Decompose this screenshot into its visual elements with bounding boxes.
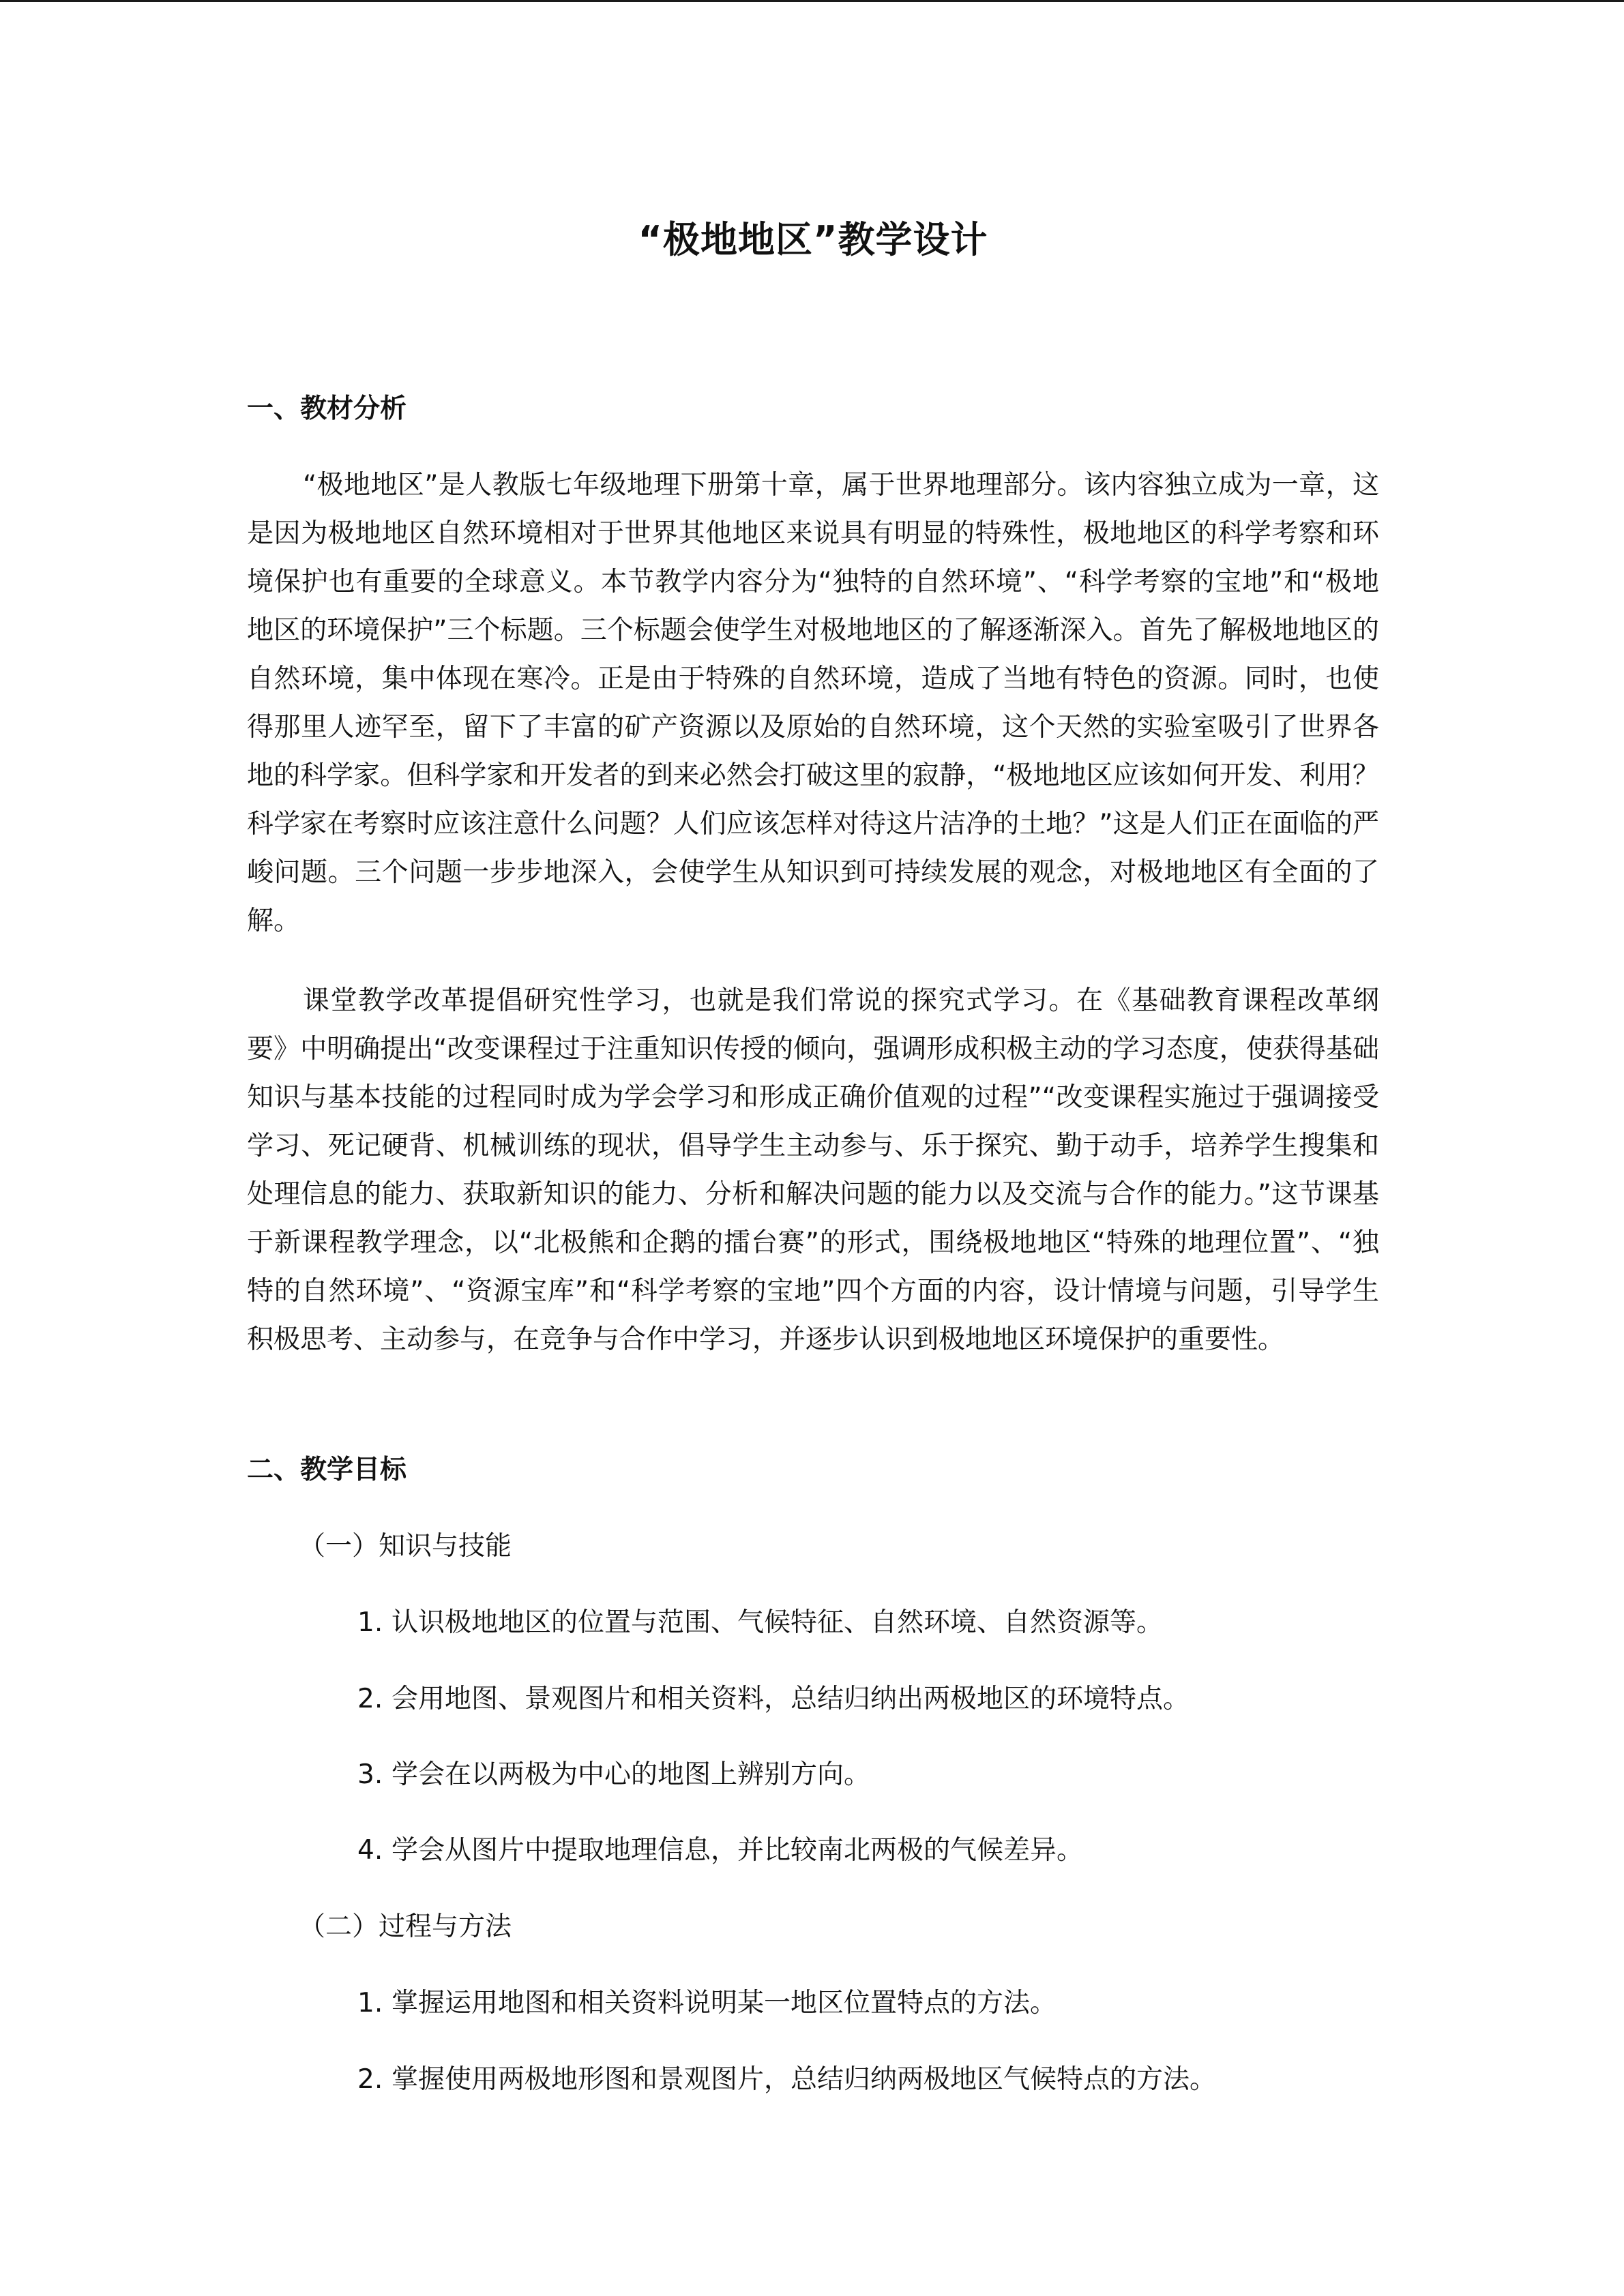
list-item-number: 1. [357,1988,383,2018]
list-item-text: 掌握运用地图和相关资料说明某一地区位置特点的方法。 [392,1988,1057,2018]
list-item-text: 学会在以两极为中心的地图上辨别方向。 [392,1759,871,1790]
list-item-number: 2. [357,1684,383,1714]
subheading-process-methods: （二）过程与方法 [299,1911,512,1942]
list-item [357,1679,1190,1720]
list-item [357,2059,1216,2100]
subheading-knowledge-skills: （一）知识与技能 [299,1531,512,1562]
list-item [357,1830,1083,1871]
list-item-text: 会用地图、景观图片和相关资料，总结归纳出两极地区的环境特点。 [392,1684,1190,1714]
document-title: “极地地区”教学设计 [638,218,988,261]
paragraph-textbook-analysis-1: “极地地区”是人教版七年级地理下册第十章，属于世界地理部分。该内容独立成为一章，这是因为极地地区自然环境相对于世界其他地区来说具有明显的特殊性，极地地区的科学考察和环境保护也有重要的全球意义。本节教学内容分为“独特的自然环境”、“科学考察的宝地”和“极地地区的环境保护”三个标题。三个标题会使学生对极地地区的了解逐渐深入。首先了解极地地区的自然环境，集中体现在寒冷。正是由于特殊的自然环境，造成了当地有特色的资源。同时，也使得那里人迹罕至，留下了丰富的矿产资源以及原始的自然环境，这个天然的实验室吸引了世界各地的科学家。但科学家和开发者的到来必然会打破这里的寂静，“极地地区应该如何开发、利用？科学家在考察时应该注意什么问题？人们应该怎样对待这片洁净的土地？”这是人们正在面临的严峻问题。三个问题一步步地深入，会使学生从知识到可持续发展的观念，对极地地区有全面的了解。 [247,470,1379,936]
list-item-text: 认识极地地区的位置与范围、气候特征、自然环境、自然资源等。 [392,1607,1164,1638]
list-item [357,1602,1163,1643]
list-item-number: 2. [357,2064,383,2095]
paragraph-textbook-analysis-2: 课堂教学改革提倡研究性学习，也就是我们常说的探究式学习。在《基础教育课程改革纲要》中明确提出“改变课程过于注重知识传授的倾向，强调形成积极主动的学习态度，使获得基础知识与基本技能的过程同时成为学会学习和形成正确价值观的过程”“改变课程实施过于强调接受学习、死记硬背、机械训练的现状，倡导学生主动参与、乐于探究、勤于动手，培养学生搜集和处理信息的能力、获取新知识的能力、分析和解决问题的能力以及交流与合作的能力。”这节课基于新课程教学理念，以“北极熊和企鹅的擂台赛”的形式，围绕极地地区“特殊的地理位置”、“独特的自然环境”、“资源宝库”和“科学考察的宝地”四个方面的内容，设计情境与问题，引导学生积极思考、主动参与，在竞争与合作中学习，并逐步认识到极地地区环境保护的重要性。 [247,985,1379,1355]
section-heading-teaching-goals: 二、教学目标 [247,1455,407,1485]
list-item-text: 掌握使用两极地形图和景观图片，总结归纳两极地区气候特点的方法。 [392,2064,1217,2095]
list-item-number: 1. [357,1607,383,1638]
list-item-text: 学会从图片中提取地理信息，并比较南北两极的气候差异。 [392,1835,1084,1866]
list-item [357,1983,1057,2024]
list-item-number: 3. [357,1759,383,1790]
list-item [357,1755,870,1795]
section-heading-textbook-analysis: 一、教材分析 [247,393,407,424]
list-item-number: 4. [357,1835,383,1866]
document-page [247,0,1379,2296]
